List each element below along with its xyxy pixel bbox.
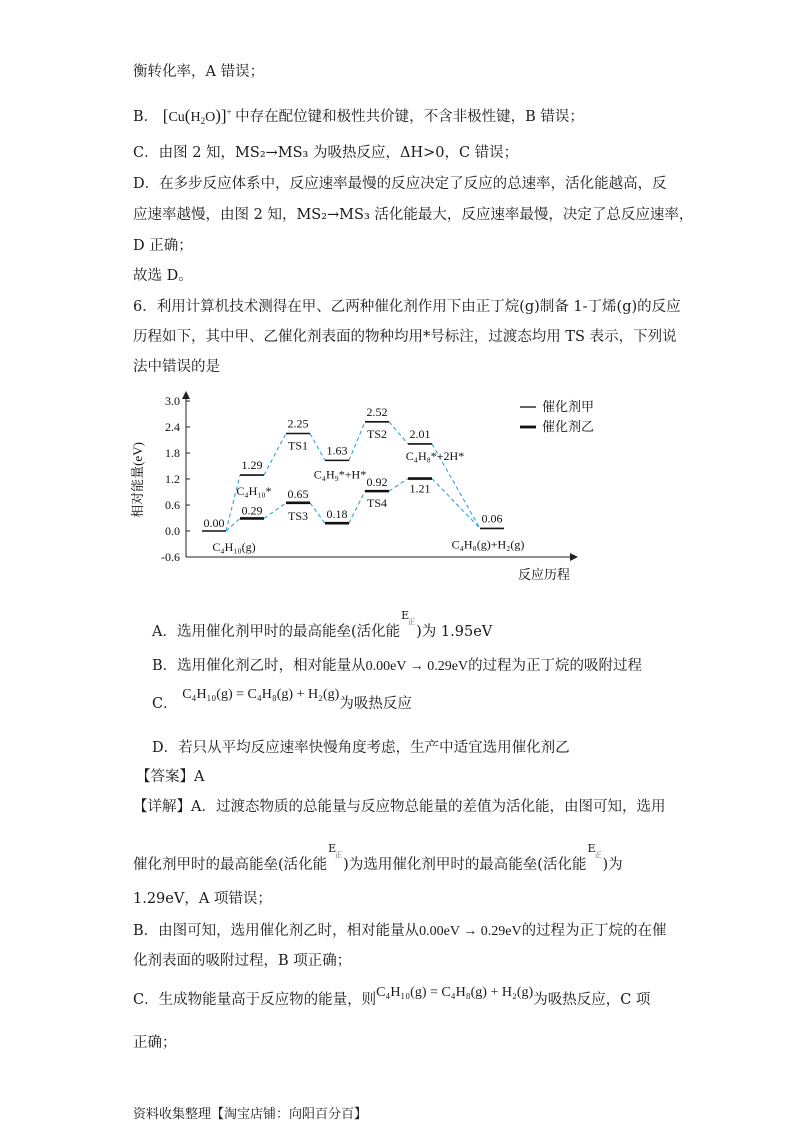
question-text: 历程如下，其中甲、乙催化剂表面的物种均用*号标注，过渡态均用 TS 表示，下列说 [133,329,677,345]
y-tick-label: 1.2 [165,472,180,486]
answer: 【答案】A [136,769,205,785]
species-label: C₄H₈*+2H* [405,448,465,463]
ts-label: TS3 [287,508,309,523]
ts-label: TS2 [366,426,388,441]
text-line: 衡转化率，A 错误； [133,64,265,80]
y-tick-label: 3.0 [165,394,180,408]
y-tick-label: 0.0 [165,524,180,538]
connector-line [349,491,365,523]
legend-label-series-2: 催化剂乙 [542,419,595,434]
y-tick-label: 0.6 [165,498,180,512]
option-c: C． C₄H₁₀(g) = C₄H₈(g) + H₂(g)为吸热反应 [152,687,412,712]
explanation-line: C．生成物能量高于反应物的能量，则C₄H₁₀(g) = C₄H₈(g) + H₂(g)为吸热反应，C 项 [133,985,651,1008]
option-b: B．选用催化剂乙时，相对能量从0.00eV → 0.29eV的过程为正丁烷的吸附过程 [152,658,643,674]
y-tick-label: -0.6 [161,550,180,564]
explanation-line: 【详解】A．过渡态物质的总能量与反应物总能量的差值为活化能，由图可知，选用 [133,799,666,815]
data-label: 0.29 [241,503,263,518]
text-line-complex [133,102,584,131]
data-label: 2.01 [409,426,431,441]
explanation-line: 化剂表面的吸附过程，B 项正确； [133,953,352,969]
explanation-line: 1.29eV，A 项错误； [133,891,272,907]
text-line: 故选 D。 [133,268,193,284]
connector-line [389,422,408,444]
connector-line [349,422,365,461]
data-label: 1.21 [409,481,431,496]
connector-line [310,503,325,523]
ts-label: TS4 [366,496,388,511]
species-label: C₄H₈(g)+H₂(g) [451,537,525,552]
explanation-line: B．由图可知，选用催化剂乙时，相对能量从0.00eV → 0.29eV的过程为正丁烷的在催 [133,923,667,939]
connector-line [310,434,325,461]
data-label: 0.00 [203,516,225,530]
text-line-suffix: 中存在配位键和极性共价键，不含非极性键，B 错误； [235,109,584,125]
complex-formula: $[Cu(H_2O)]^+$ [162,106,232,126]
explanation-line: 正确； [133,1035,177,1051]
x-axis-label: 反应历程 [518,567,571,582]
option-a: A．选用催化剂甲时的最高能垒(活化能 E 正 )为 1.95eV [152,609,493,640]
text-line: D 正确； [133,238,193,254]
legend-label-series-1: 催化剂甲 [542,399,595,414]
connector-line [389,479,408,492]
option-label: B． [133,109,159,125]
y-tick-label: 1.8 [165,446,180,460]
activation-energy-symbol: E 正 [401,609,416,626]
data-label: 0.65 [287,486,309,501]
data-label: 0.06 [481,511,503,526]
text-line: 应速率越慢，由图 2 知，MS₂→MS₃ 活化能最大，反应速率最慢，决定了总反应速率， [133,207,694,223]
reaction-equation: C₄H₁₀(g) = C₄H₈(g) + H₂(g) [376,985,534,1000]
text-line: D．在多步反应体系中，反应速率最慢的反应决定了反应的总速率，活化能越高，反 [133,176,667,192]
explanation-line: 催化剂甲时的最高能垒(活化能 E 正 )为选用催化剂甲时的最高能垒(活化能 E 正 )为 [133,842,623,873]
footer-source: 资料收集整理【淘宝店铺：向阳百分百】 [133,1107,368,1122]
activation-energy-symbol: E 正 [328,842,343,859]
activation-energy-symbol: E 正 [587,842,602,859]
y-tick-label: 2.4 [165,420,180,434]
text-line: C．由图 2 知，MS₂→MS₃ 为吸热反应，ΔH>0，C 错误； [133,145,519,161]
species-label: C₄H₁₀* [236,484,272,499]
connector-line [264,434,286,476]
y-axis-arrow [182,391,190,399]
option-d: D．若只从平均反应速率快慢角度考虑，生产中适宜选用催化剂乙 [152,740,570,756]
ts-label: TS1 [287,438,309,453]
question-text: 法中错误的是 [133,359,220,375]
species-label: C₄H₉*+H* [313,467,367,482]
energy-profile-chart [130,385,600,585]
x-axis-arrow [570,553,578,561]
question-text: 6．利用计算机技术测得在甲、乙两种催化剂作用下由正丁烷(g)制备 1-丁烯(g)的反应 [133,299,681,315]
data-label: 0.92 [366,475,388,490]
data-label: 2.52 [366,404,388,419]
connector-line [264,503,286,519]
data-label: 1.63 [326,443,348,458]
species-label: C₄H₁₀(g) [212,540,256,554]
y-axis-label: 相对能量(eV) [130,442,145,518]
connector-line [432,479,480,529]
data-label: 2.25 [287,416,309,431]
connector-line [226,518,240,531]
data-label: 0.18 [326,507,348,522]
reaction-equation: C₄H₁₀(g) = C₄H₈(g) + H₂(g) [182,687,340,702]
data-label: 1.29 [241,458,263,473]
